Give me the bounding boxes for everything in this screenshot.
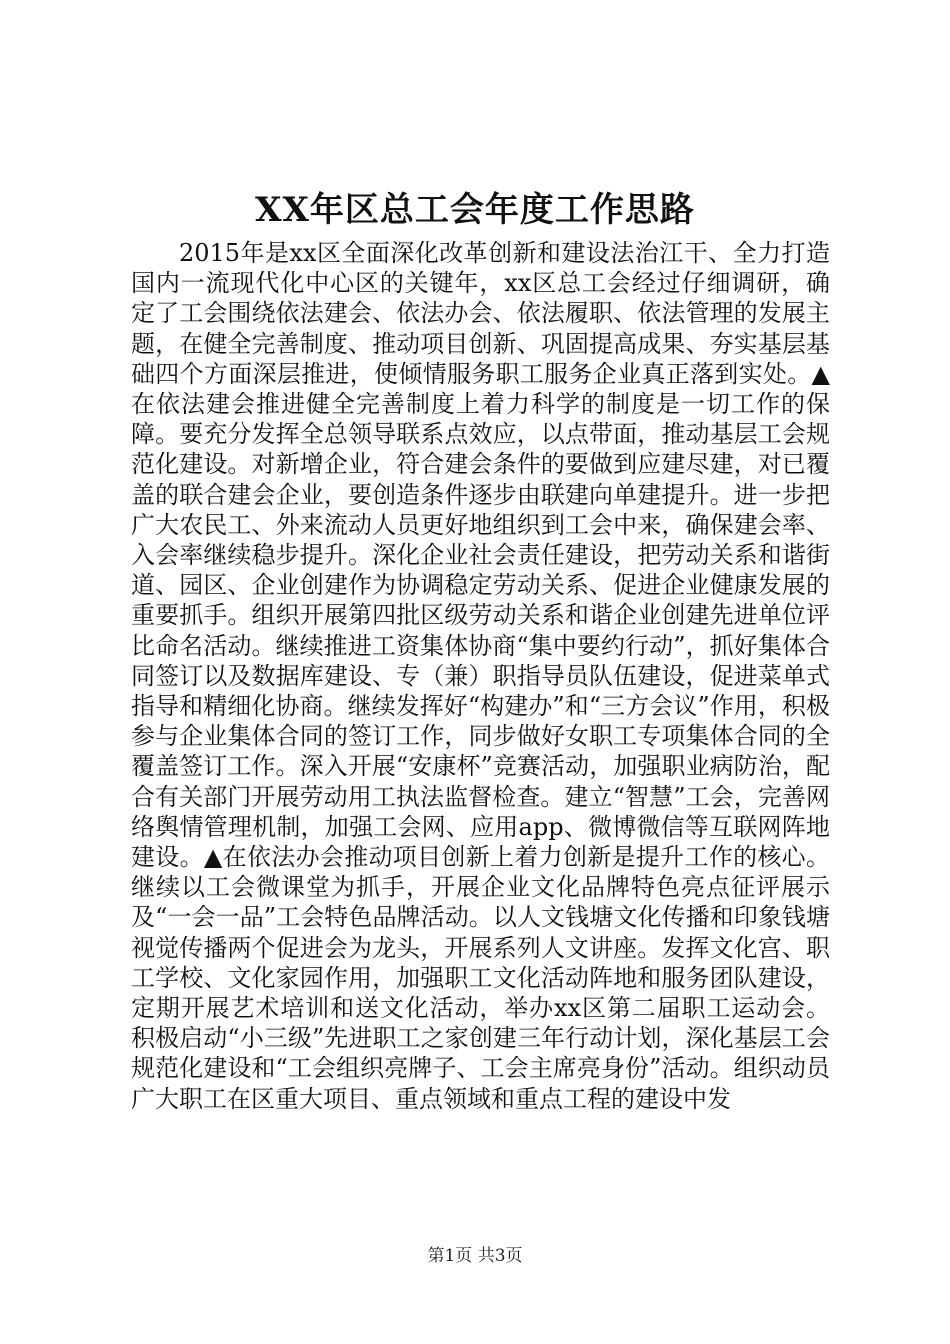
page-number-footer: 第1页 共3页 (427, 1246, 523, 1266)
document-title: XX年区总工会年度工作思路 (255, 190, 695, 230)
document-body-paragraph: 2015年是xx区全面深化改革创新和建设法治江干、全力打造国内一流现代化中心区的关键年，xx区总工会经过仔细调研，确定了工会围绕依法建会、依法办会、依法履职、依法管理的发展主题，在健全完善制度、推动项目创新、巩固提高成果、夯实基层基础四个方面深层推进，使倾情服务职工服务企业真正落到实处。▲在依法建会推进健全完善制度上着力科学的制度是一切工作的保障。要充分发挥全总领导联系点效应，以点带面，推动基层工会规范化建设。对新增企业，符合建会条件的要做到应建尽建，对已覆盖的联合建会企业，要创造条件逐步由联建向单建提升。进一步把广大农民工、外来流动人员更好地组织到工会中来，确保建会率、入会率继续稳步提升。深化企业社会责任建设，把劳动关系和谐街道、园区、企业创建作为协调稳定劳动关系、促进企业健康发展的重要抓手。组织开展第四批区级劳动关系和谐企业创建先进单位评比命名活动。继续推进工资集体协商“集中要约行动”，抓好集体合同签订以及数据库建设、专（兼）职指导员队伍建设，促进菜单式指导和精细化协商。继续发挥好“构建办”和“三方会议”作用，积极参与企业集体合同的签订工作，同步做好女职工专项集体合同的全覆盖签订工作。深入开展“安康杯”竞赛活动，加强职业病防治，配合有关部门开展劳动用工执法监督检查。建立“智慧”工会，完善网络舆情管理机制，加强工会网、应用app、微博微信等互联网阵地建设。▲在依法办会推动项目创新上着力创新是提升工作的核心。继续以工会微课堂为抓手，开展企业文化品牌特色亮点征评展示及“一会一品”工会特色品牌活动。以人文钱塘文化传播和印象钱塘视觉传播两个促进会为龙头，开展系列人文讲座。发挥文化宫、职工学校、文化家园作用，加强职工文化活动阵地和服务团队建设，定期开展艺术培训和送文化活动，举办xx区第二届职工运动会。积极启动“小三级”先进职工之家创建三年行动计划，深化基层工会规范化建设和“工会组织亮牌子、工会主席亮身份”活动。组织动员广大职工在区重大项目、重点领域和重点工程的建设中发 (131, 239, 830, 1113)
